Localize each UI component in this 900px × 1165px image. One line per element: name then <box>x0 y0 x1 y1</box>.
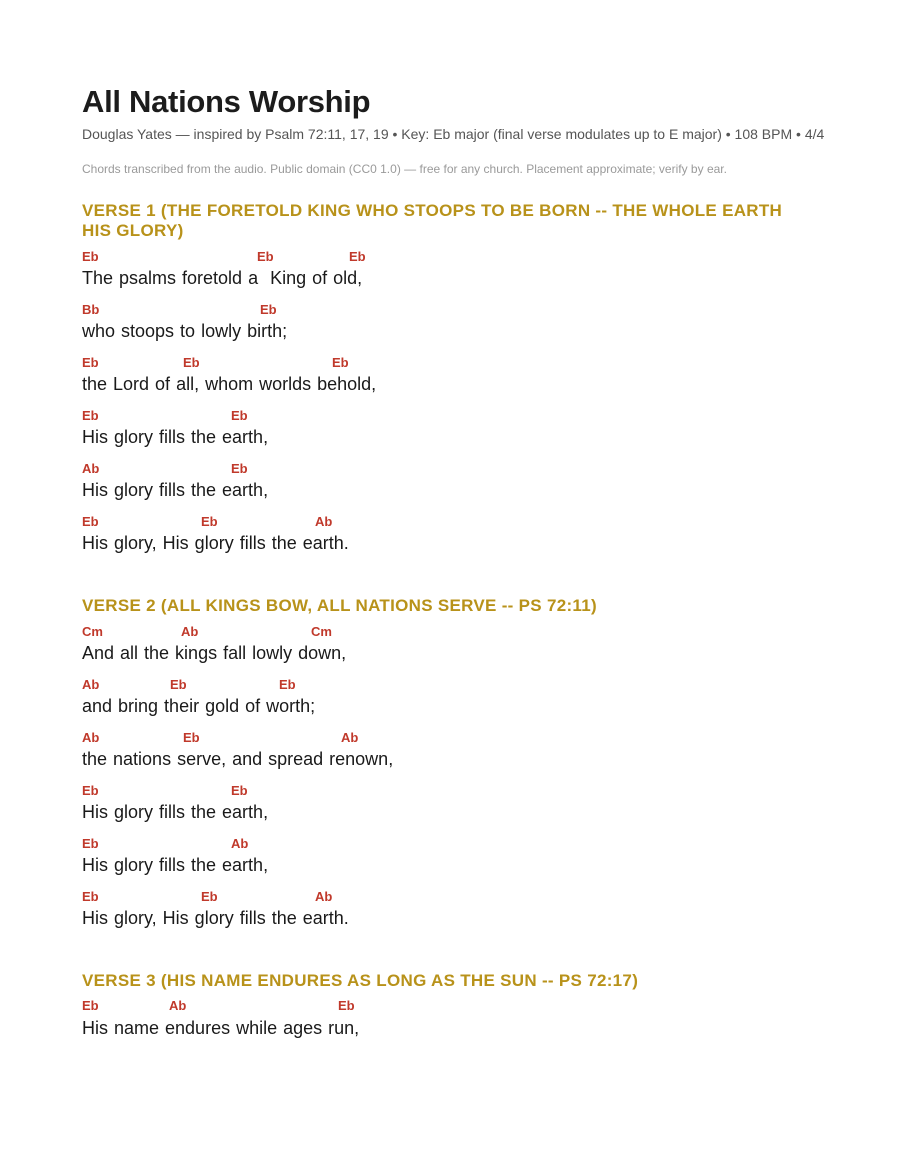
chord: Eb <box>82 249 99 264</box>
section-heading-verse-2: VERSE 2 (ALL KINGS BOW, ALL NATIONS SERVE -- PS 72:11) <box>82 596 597 615</box>
chord: Eb <box>82 998 99 1013</box>
chord: Ab <box>315 889 333 904</box>
lyric-line: His glory fills the earth, <box>82 427 269 447</box>
chord: Bb <box>82 302 100 317</box>
lyric-line: His glory, His glory fills the earth. <box>82 533 349 553</box>
chord: Eb <box>82 836 99 851</box>
chord: Eb <box>82 783 99 798</box>
lyric-line: the Lord of all, whom worlds behold, <box>82 374 377 394</box>
chord: Eb <box>82 514 99 529</box>
chord: Ab <box>315 514 333 529</box>
song-meta: Douglas Yates — inspired by Psalm 72:11, 17, 19 • Key: Eb major (final verse modulates up to E major) • 108 BPM • 4/4 <box>82 126 825 142</box>
chord: Eb <box>338 998 355 1013</box>
chord: Eb <box>279 677 296 692</box>
chord: Ab <box>181 624 199 639</box>
lyric-line: His glory fills the earth, <box>82 855 269 875</box>
transcription-note: Chords transcribed from the audio. Public domain (CC0 1.0) — free for any church. Placement approximate; verify by ear. <box>82 162 727 176</box>
chord: Eb <box>183 355 200 370</box>
chord: Eb <box>170 677 187 692</box>
song-title: All Nations Worship <box>82 84 371 119</box>
chord: Eb <box>183 730 200 745</box>
lyric-line: His name endures while ages run, <box>82 1018 360 1038</box>
chord: Ab <box>82 677 100 692</box>
chord: Eb <box>260 302 277 317</box>
chord: Ab <box>82 461 100 476</box>
chord: Eb <box>201 514 218 529</box>
lyric-line: The psalms foretold a King of old, <box>82 268 363 288</box>
lyric-line: the nations serve, and spread renown, <box>82 749 394 769</box>
lyric-line: And all the kings fall lowly down, <box>82 643 347 663</box>
chord: Eb <box>257 249 274 264</box>
chord: Eb <box>82 408 99 423</box>
lyric-line: His glory, His glory fills the earth. <box>82 908 349 928</box>
lyric-line: His glory fills the earth, <box>82 802 269 822</box>
chord: Ab <box>82 730 100 745</box>
chord: Ab <box>341 730 359 745</box>
section-heading-verse-1: VERSE 1 (THE FORETOLD KING WHO STOOPS TO BE BORN -- THE WHOLE EARTH HIS GLORY) <box>82 201 783 240</box>
chord: Eb <box>82 889 99 904</box>
lyric-line: His glory fills the earth, <box>82 480 269 500</box>
lyric-line: who stoops to lowly birth; <box>82 321 288 341</box>
lyric-line: and bring their gold of worth; <box>82 696 316 716</box>
chord: Eb <box>231 408 248 423</box>
chord: Eb <box>201 889 218 904</box>
chord: Eb <box>231 783 248 798</box>
chord: Eb <box>231 461 248 476</box>
chord: Cm <box>311 624 332 639</box>
chord: Eb <box>332 355 349 370</box>
chord: Ab <box>231 836 249 851</box>
chord: Ab <box>169 998 187 1013</box>
chord: Eb <box>349 249 366 264</box>
chord: Eb <box>82 355 99 370</box>
section-heading-verse-3: VERSE 3 (HIS NAME ENDURES AS LONG AS THE SUN -- PS 72:17) <box>82 971 639 990</box>
chord: Cm <box>82 624 103 639</box>
